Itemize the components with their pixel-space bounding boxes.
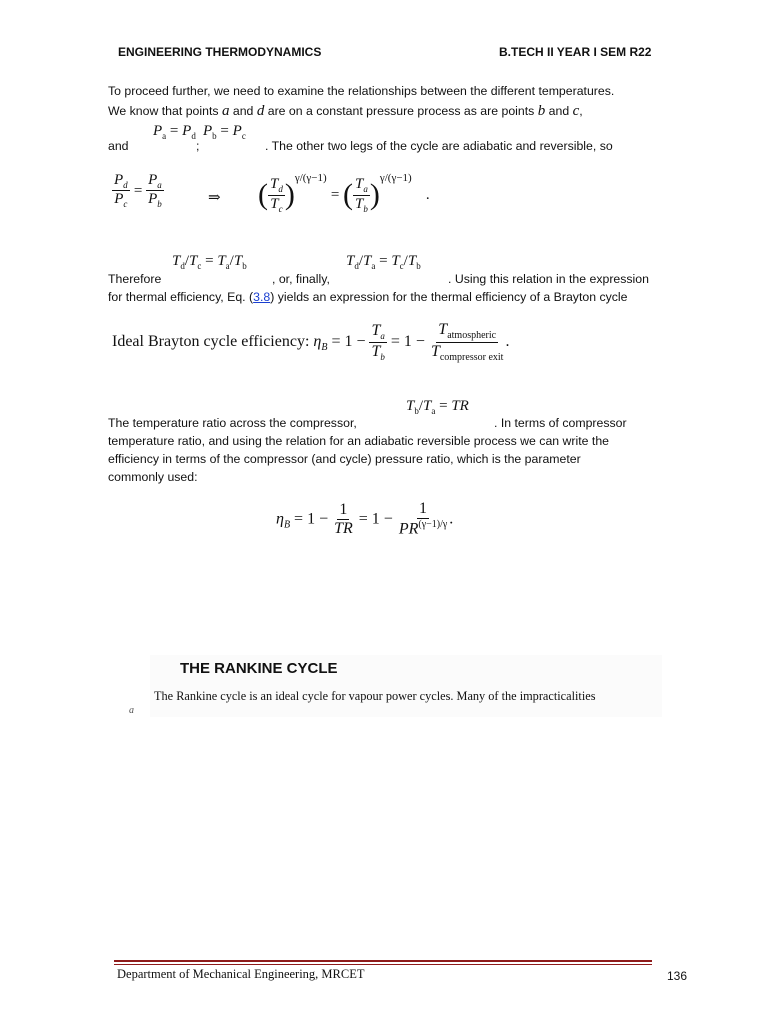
footer-rule-thick [114, 960, 652, 962]
para1-line1: To proceed further, we need to examine the relationships between the different temperatures. [108, 84, 615, 98]
var-b: b [537, 103, 546, 119]
eq2-frac-atm: $\frac{T_{atmospheric}}{T_{compressor exit}}$ [430, 321, 504, 363]
page-number: 136 [667, 969, 688, 983]
stray-mark: a [129, 705, 134, 716]
eq1-lhs-frac: $\frac{P_d}{P_c}$ [114, 172, 128, 210]
para1-line3-and: and [108, 139, 129, 153]
using-relation-text: . Using this relation in the expression [448, 272, 649, 286]
para2-line2: for thermal efficiency, Eq. (3.8) yields an expression for the thermal efficiency of a Brayton cycle [108, 290, 628, 304]
equation-1: $\frac{P_d}{P_c}$ = $\frac{P_a}{P_b}$ [114, 172, 162, 210]
eq3-frac-pr: $\frac{1}{PR^{(\gamma-1)/\gamma}}$ [398, 500, 448, 538]
para3-line3: efficiency in terms of the compressor (and cycle) pressure ratio, which is the parameter [108, 452, 581, 466]
eq1-tleft-frac: $\frac{T_d}{T_c}$ [270, 176, 283, 214]
var-d: d [256, 103, 265, 119]
footer-rule-thin [114, 964, 652, 965]
para3-line1-a: The temperature ratio across the compressor, [108, 416, 357, 430]
eq-pa-pd: $P_a = P_d$ [153, 123, 196, 141]
eq1-tright-frac: $\frac{T_a}{T_b}$ [355, 176, 368, 214]
eq2-frac-ta-tb: $\frac{T_a}{T_b}$ [371, 322, 385, 362]
para3-line4: commonly used: [108, 470, 198, 484]
footer-dept: Department of Mechanical Engineering, MRCET [117, 967, 365, 981]
eq-tb-ta-tr: $T_b/T_a$ = TR [406, 398, 469, 416]
brayton-label: Ideal Brayton cycle efficiency: [112, 333, 310, 351]
para3-line2: temperature ratio, and using the relation for an adiabatic reversible process we can write the [108, 434, 610, 448]
eq-td-ta: $T_d/T_a = T_c/T_b$ [346, 253, 421, 271]
rankine-heading: THE RANKINE CYCLE [180, 660, 338, 677]
var-c: c [572, 103, 580, 119]
eq1-exp-left: γ/(γ−1) [294, 172, 327, 184]
rankine-text: The Rankine cycle is an ideal cycle for vapour power cycles. Many of the impracticalities [154, 689, 596, 703]
eq-pb-pc: $P_b = P_c$ [203, 123, 246, 141]
eq1-exp-right: γ/(γ−1) [379, 172, 412, 184]
eq-ref-link[interactable]: 3.8 [253, 290, 271, 304]
para1-line2: We know that points a and d are on a constant pressure process as are points b and c, [108, 103, 583, 119]
para3-line1-b: . In terms of compressor [494, 416, 627, 430]
var-a: a [221, 103, 230, 119]
para1-line3-sep: ; [196, 139, 200, 153]
equation-3: $\eta_B = 1$ − $\frac{1}{TR}$ = 1 − $\frac{1}{PR^{(\gamma-1)/\gamma}}$ . [276, 500, 454, 538]
eq1-rhs-frac: $\frac{P_a}{P_b}$ [148, 172, 162, 210]
therefore-label: Therefore [108, 272, 162, 286]
or-finally-label: , or, finally, [272, 272, 330, 286]
eq-td-tc: $T_d/T_c = T_a/T_b$ [172, 253, 247, 271]
equation-1-temps: ( $\frac{T_d}{T_c}$ )$^{\gamma/(\gamma-1)}$ = ( $\frac{T_a}{T_b}$ )$^{\gamma/(\gamma-1)}$ . [258, 172, 430, 214]
header-right: B.TECH II YEAR I SEM R22 [499, 45, 652, 59]
eq3-frac-tr: $\frac{1}{TR}$ [334, 500, 353, 538]
implies-arrow: ⇒ [208, 190, 221, 206]
equation-2: Ideal Brayton cycle efficiency: $\eta_B = 1$ − $\frac{T_a}{T_b}$ = 1 − $\frac{T_{atmospheric}}{T_{compressor exit}}$ . [112, 321, 510, 363]
header-left: ENGINEERING THERMODYNAMICS [118, 45, 322, 59]
para1-line3-rest: . The other two legs of the cycle are adiabatic and reversible, so [265, 139, 613, 153]
